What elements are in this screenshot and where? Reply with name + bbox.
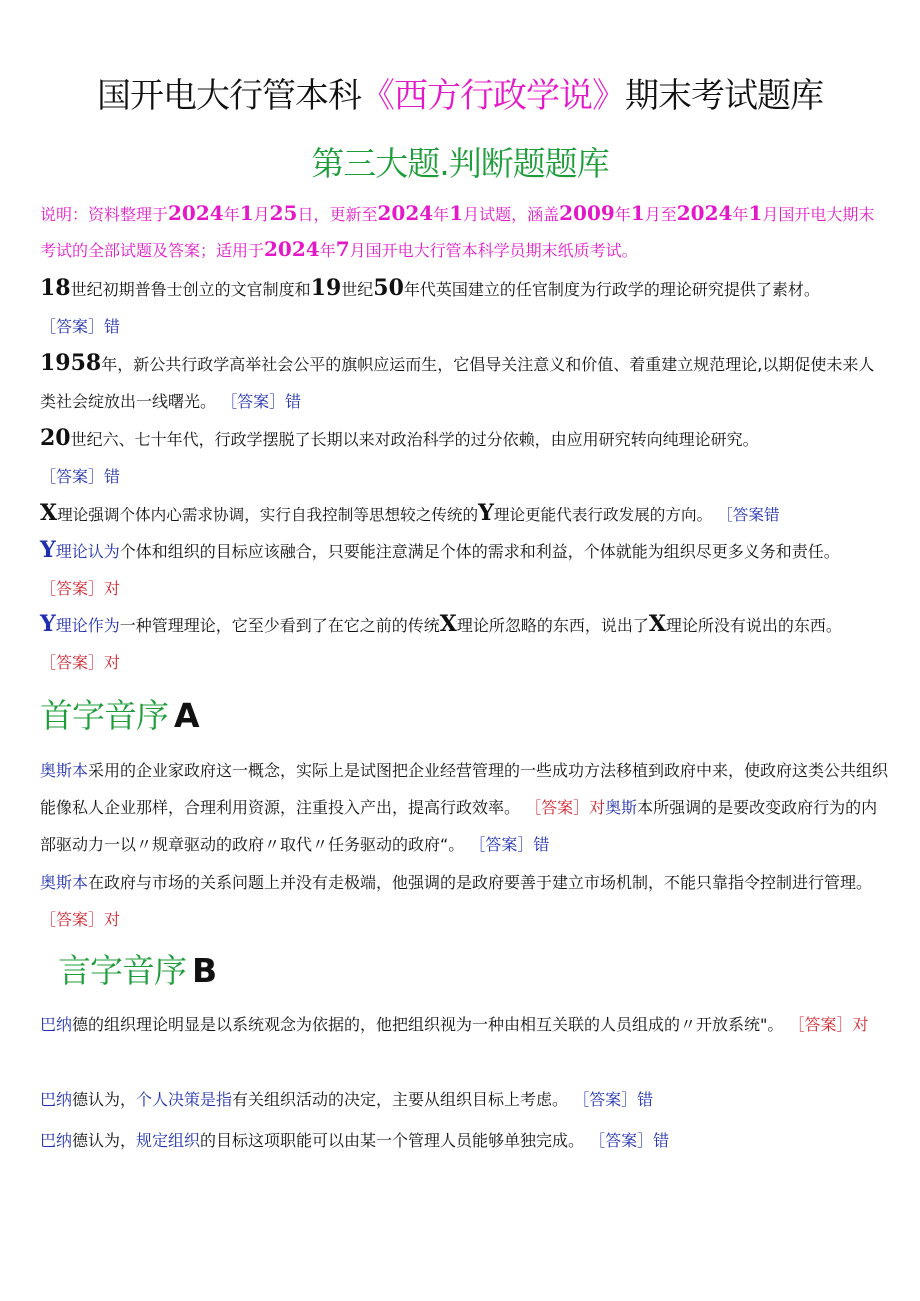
question-item: [40, 532, 890, 607]
answer: [40, 467, 120, 486]
question-text: 理论所没有说出的东西。: [665, 616, 842, 635]
question-name: 巴纳: [40, 1131, 73, 1150]
title-prefix: 国开电大行管本科: [97, 76, 361, 116]
question-number: Y: [40, 611, 56, 637]
answer: [40, 579, 120, 598]
note-text: 说明：资料整理于: [40, 205, 169, 224]
question-text: 规定组织: [136, 1131, 201, 1150]
answer-label: ［答案］: [40, 317, 105, 336]
question-text: 德认为，: [72, 1090, 137, 1109]
question-text: 一种管理理论，它至少看到了在它之前的传统: [119, 616, 440, 635]
note-text: 月国开电大行管本科学员期末纸质考试。: [349, 241, 638, 260]
answer-label: ［答案］: [40, 910, 105, 929]
question-item: [40, 495, 900, 534]
question-item: [40, 864, 890, 938]
question-name: 奥斯本: [40, 761, 89, 780]
answer-value: 错: [763, 506, 780, 524]
question-text: 世纪六、七十年代，行政学摆脱了长期以来对政治科学的过分依赖，由应用研究转向纯理论研究。: [70, 430, 759, 449]
answer-label: ［答案］: [589, 1131, 654, 1150]
question-text: 世纪: [341, 280, 374, 299]
group-heading-text: 首字音序: [40, 696, 168, 735]
question-item: [40, 345, 890, 420]
group-heading-letter: B: [192, 951, 217, 990]
question-name: 奥斯: [605, 798, 638, 817]
note-text: 年: [223, 205, 240, 224]
answer: [464, 835, 549, 854]
question-number: 1958: [40, 350, 102, 376]
note-text: 年: [319, 241, 336, 260]
section-title: 第三大题.判断题题库: [311, 144, 609, 183]
answer: [783, 1015, 868, 1034]
description-note: [40, 196, 885, 268]
answer: [40, 653, 120, 672]
answer: [520, 798, 605, 817]
question-item: [40, 606, 890, 681]
question-text: 有关组织活动的决定，主要从组织目标上考虑。: [232, 1090, 569, 1109]
question-text: 的目标这项职能可以由某一个管理人员能够单独完成。: [200, 1131, 585, 1150]
question-name: 巴纳: [40, 1015, 73, 1034]
answer: [584, 1131, 669, 1150]
note-number: 2009: [559, 201, 615, 225]
question-number: 19: [310, 275, 342, 301]
question-number: 18: [40, 275, 71, 301]
group-heading-text: 言字音序: [58, 951, 186, 990]
question-item: [40, 420, 890, 495]
question-item: [40, 752, 890, 863]
question-number: X: [648, 611, 666, 637]
question-text: 采用的企业家政府这一概念，实际上是试图把企业经营管理的一些成功方法移植到政府中来，使政府这类公共组织能像私人企业那样，合理利用资源，注重投入产出，提高行政效率。: [40, 761, 889, 817]
question-number: Y: [478, 500, 494, 526]
answer-value: 错: [104, 467, 121, 486]
answer-label: ［答案: [717, 506, 764, 524]
answer-value: 错: [533, 835, 550, 854]
note-number: 2024: [264, 237, 320, 261]
page-title: [0, 74, 920, 118]
group-heading-letter: A: [174, 696, 199, 735]
answer-label: ［答案］: [40, 579, 105, 598]
question-text: 理论认为: [55, 542, 120, 561]
note-text: 年: [433, 205, 450, 224]
question-name: 巴纳: [40, 1090, 73, 1109]
note-number: 25: [269, 201, 298, 225]
question-text: 理论所忽略的东西，说出了: [456, 616, 649, 635]
note-number: 1: [449, 201, 464, 225]
question-text: 个体和组织的目标应该融合，只要能注意满足个体的需求和利益，个体就能为组织尽更多义务和责任。: [119, 542, 840, 561]
question-item: [40, 1081, 890, 1118]
note-number: 2024: [676, 201, 733, 225]
answer-label: ［答案］: [573, 1090, 638, 1109]
question-text: 理论更能代表行政发展的方向。: [493, 506, 713, 524]
note-number: 2024: [168, 201, 224, 225]
note-text: 日，更新至: [297, 205, 378, 224]
note-text: 月国开电大期末考试的全部试题及答案；适用于: [40, 205, 875, 260]
answer-label: ［答案］: [40, 467, 105, 486]
note-text: 月: [253, 205, 270, 224]
question-number: 20: [40, 425, 71, 451]
question-text: 本所强调的是要改变政府行为的内部驱动力一以〃规章驱动的政府〃取代〃任务驱动的政府“。: [40, 798, 878, 854]
answer-value: 错: [285, 392, 302, 411]
answer: [712, 506, 779, 524]
note-text: 年: [732, 205, 749, 224]
question-item: [40, 1122, 890, 1159]
note-number: 1: [630, 201, 645, 225]
note-text: 年: [614, 205, 631, 224]
question-item: [40, 1006, 890, 1043]
answer: [216, 392, 301, 411]
title-suffix: 期末考试题库: [625, 76, 823, 116]
answer-label: ［答案］: [788, 1015, 853, 1034]
group-heading-a: [40, 696, 199, 736]
group-heading-b: [58, 951, 216, 991]
note-text: 月至: [644, 205, 677, 224]
question-text: 德认为，: [72, 1131, 137, 1150]
question-number: X: [439, 611, 457, 637]
question-number: Y: [40, 537, 56, 563]
note-number: 1: [748, 201, 763, 225]
answer: [40, 910, 120, 929]
question-name: 奥斯本: [40, 873, 89, 892]
answer-value: 对: [104, 579, 121, 598]
question-text: 年代英国建立的任官制度为行政学的理论研究提供了素材。: [403, 280, 820, 299]
answer-value: 错: [104, 317, 121, 336]
answer-label: ［答案］: [469, 835, 534, 854]
answer-value: 对: [104, 910, 121, 929]
answer-value: 错: [653, 1131, 670, 1150]
note-number: 2024: [377, 201, 434, 225]
question-text: 在政府与市场的关系问题上并没有走极端，他强调的是政府要善于建立市场机制，不能只靠指令控制进行管理。: [88, 873, 873, 892]
question-text: 年，新公共行政学高举社会公平的旗帜应运而生，它倡导关注意义和价值、着重建立规范理论,以期促使未来人类社会绽放出一线曙光。: [40, 355, 875, 411]
title-book: 《西方行政学说》: [361, 76, 625, 116]
note-text: 月试题，涵盖: [463, 205, 560, 224]
answer-label: ［答案］: [40, 653, 105, 672]
question-number: X: [40, 500, 58, 526]
answer: [568, 1090, 653, 1109]
answer-value: 对: [589, 798, 606, 817]
answer-value: 错: [637, 1090, 654, 1109]
note-number: 1: [239, 201, 254, 225]
answer-label: ［答案］: [525, 798, 590, 817]
answer-label: ［答案］: [221, 392, 286, 411]
question-text: 世纪初期普鲁士创立的文官制度和: [70, 280, 311, 299]
answer-value: 对: [104, 653, 121, 672]
question-text: 个人决策是指: [136, 1090, 233, 1109]
question-text: 理论作为: [55, 616, 120, 635]
answer: [40, 317, 120, 336]
note-number: 7: [335, 237, 350, 261]
question-number: 50: [373, 275, 404, 301]
question-item: [40, 270, 890, 345]
question-text: 德的组织理论明显是以系统观念为依据的，他把组织视为一种由相互关联的人员组成的〃开放系统"。: [72, 1015, 784, 1034]
question-text: 理论强调个体内心需求协调，实行自我控制等思想较之传统的: [57, 506, 479, 524]
answer-value: 对: [852, 1015, 869, 1034]
